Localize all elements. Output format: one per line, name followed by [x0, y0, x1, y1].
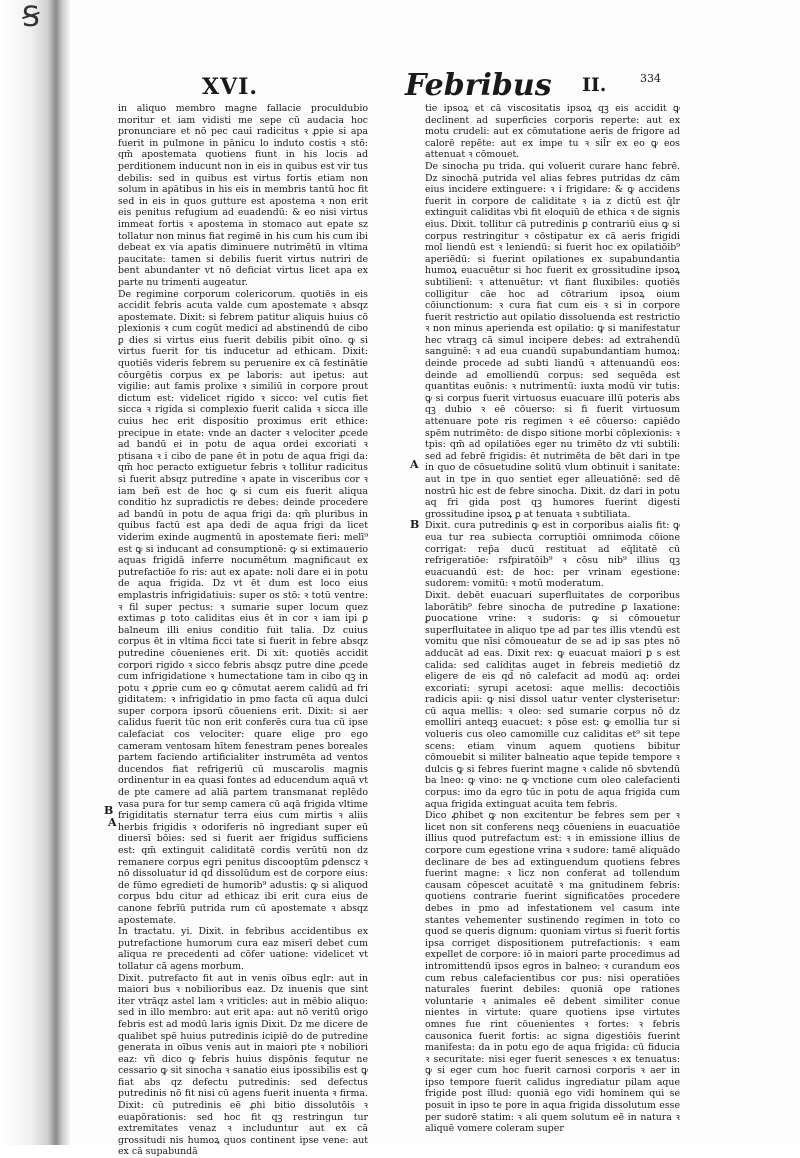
text-paragraph: De regimine corporum colericorum. quotiēs in eis accidit febris acuta valde cum apostemate ꝛ absqz apostemate. Dixit: si febrem patitur aliquis huius cō plexionis ꝛ cum cogūt medici ad abstinendū de cibo ꝑ dies si virtus eius fuerit debilis pibit oīno. ꝙ si virtus fuerit for tis inducetur ad ethicam. Dixit: quotiēs videris febrem su peruenire ex cā festinātie cōurgētis corpus ex pe laboris: aut ipetus: aut vigilie: aut famis prolixe ꝛ similiū in corpore prout dictum est: videlicet rigido ꝛ sicco: vel cutis fiet sicca ꝛ rigida si complexio fuerit calida ꝛ sicca ille cuius hec erit dispositio proximus erit ethice: precipue in etate: vnde an dacter ꝛ velociter ꝓcede ad bandū ei in potu de aqua ordei excoriati ꝛ ptisana ꝛ i cibo de pane ēt in potu de aqua frigi da: qm̄ hoc peracto extiguetur febris ꝛ tollitur radicitus si fuerit absqz putredine ꝛ apate in visceribus cor ꝛ iam beñ est de hoc ꝙ si cum eis fuerit aliqua conditio hz supradictis re debes: deinde procedere ad bandū in potu de aqua frigi da: qm̄ pluribus in quibus factū est apa dedi de aqua frigi da licet viderim exinde augmentū in apostemate fieri: melī⁹ est ꝙ si inducant ad consumptionē: ꝙ si extimauerio aquas frigidā inferre nocumētum magnificaut ex putrefactiōe fo ris: aut ex apate: noli dare ei in potu de aqua frigida. Dz vt ēt dum est loco eius emplastris infrigidatiuis: super os stō: ꝛ totū ventre: ꝛ fil super pectus: ꝛ sumarie super locum quez extimas ꝑ toto caliditas eius ēt in cor ꝛ iam ipi ꝑ balneum illi enius conditio fuit talia. Dz cuius corpus ēt in vltima ficci tate si fuerit in febre absqz putredine cōuenienes erit. Di xit: quotiēs accidit corpori rigido ꝛ sicco febris absqz putre dine ꝓcede cum infrigidatione ꝛ humectatione tam in cibo qꝫ in potu ꝛ ꝓprie cum eo ꝙ cōmutat aerem calidū ad fri giditatem: ꝛ infrigidatio in pmo facta cū aqua dulci super corpora ipsorū cōueniens erit. Dixit: si aer calidus fuerit tūc non erit conferēs cura tua cū ipse calefaciat cos velociter: quare elige pro ego cameram ventosam hītem fenestram penes boreales partem faciendo artificialiter instrumēta ad ventos ducendos fiat refrigeriū cū muscarolis magnis ordinentur in ea quasi fontes ad educendum aquā vt de pte camere ad aliā partem transmanat replēdo vasa pura for tur semp camera cū aqā frigida vltime frigiditatis sternatur terra eius cum mirtis ꝛ aliis herbis frigidis ꝛ odoriferis nō ingrediant super eū diuersī bōies: sed si fuerit aer frigidus sufficiens est: qm̄ extinguit caliditatē cordis verūtū non dz remanere corpus egri penitus discooptūm ꝑdenscz ꝛ nō dissoluatur id qd̄ dissolūdum est de corpore eius: de fūmo egredieti de humorib⁹ adustis: ꝙ si aliquod corpus bdu citur ad ethicaz ibi erit cura eius de canone febrīū putrida rum cū apostemate ꝛ absqz apostemate.: [118, 288, 368, 926]
text-paragraph: Dixit. debēt euacuari superfluitates de corporibus laborātib⁹ febre sinocha de putredine ꝑ laxatione: ꝑuocatione vrine: ꝛ sudoris: ꝙ si cōmouetur superfluitatee in aliquo tpe ad par tes illis vtendū est vomitu que nīsi cōmoueatur de se ad ip sas ptes nō adducāt ad eas. Dixit rex: ꝙ euacuat maiori ꝑ s est calida: sed caliditas auget in febreis medietiō dz eligere de eis qd̄ nō calefacit ad modū aq: ordei excoriati: syrupi acetosi: aque mellis: decoctiōis radicis apii: ꝙ nisi dissol uatur venter clysterisetur: cū aqua mellis: ꝛ oleo: sed sumarie corpus nō dz emolliri anteqꝫ euacuet: ꝛ pōse est: ꝙ emollia tur si volueris cus oleo camomille cuz caliditas et⁹ sit tepe scens: etiam vinum aquem quotiens bibitur cōmouebit si militer balneatio aque tepide tempore ꝛ dulcis ꝙ si febres fuerint magne ꝛ calide nō sbvtendū ba lneo: ꝙ vino: ne ꝙ vnctione cum oleo calefacienti corpus: imo da egro tūc in potu de aqua frigida cum aqua frigida extinguat acuita tem febris.: [425, 589, 680, 810]
margin-letter-b: B: [410, 518, 420, 531]
text-paragraph: Dico ꝓhibet ꝙ non excitentur be febres sem per ꝛ licet non sit conferens neqꝫ cōueniens in euacuatiōe illius quod putrefactum est: ꝛ in emissione illius de corpore cum egestione vrina ꝛ sudore: tamē aliquādo declinare de bes ad extinguendum quotiens febres fuerint magne: ꝛ licz non conferat ad tollendum causam cōpescet acuitatē ꝛ ma gnitudinem febris: quotiens contrarie fuerint significatōes procedere debes in pmo ad infestationem vel casum inte stantes vehementer sustinendo regimen in toto co quod se queris dignum: quoniam virtus si fuerit fortis ipsa corriget dispositionem putrefactionis: ꝛ eam expellet de corpore: iō in maiori parte procedimus ad intromittendū ipsos egros in balneo: ꝛ curandum eos cum rebus calefacientibus cor pus: nisi operatiōes naturales fuerint debiles: quoniā ope rationes voluntarie ꝛ animales eē debent similiter conue nientes in virtute: quare quotiens ipse virtutes omnes fue rint cōuenientes ꝛ fortes: ꝛ febris causonica fuerit fortis: ac signa digestiōis fuerint manifesta: da in potu ego de aqua frigida: cū fiducia ꝛ securitate: nisi eger fuerit senesces ꝛ ex tenuatus: ꝙ si eger cum hoc fuerit carnosi corporis ꝛ aer in ipso tempore fuerit calidus ingrediatur pilam aque frigide post illud: quoniā ego vidi hominem qui se posuit in ipso te pore in aqua frigida dissolutum esse per sudorē statim: ꝛ ali quem solutum eē in natura ꝛ aliquē vomere coleram super: [425, 810, 680, 1135]
margin-letter-a: A: [410, 458, 419, 471]
book-number: II.: [582, 74, 607, 96]
text-paragraph: Dixit. cura putredinis ꝙ est in corporibus aialis fit: ꝙ eua tur rea subiecta corruptiōi omnimoda cōione corrigat: rep̄a ducū restituat ad eq̄litatē cū refrigeratiōe: rsfpiratōib⁹ ꝛ cōsu nib⁹ illius qꝫ euacuandū est: de hoc: per vrinam egestione: sudorem: vomitū: ꝛ motū moderatum.: [425, 520, 680, 590]
binding-gutter: [0, 0, 70, 1145]
page-number: 334: [640, 72, 661, 85]
margin-letter-b: B: [104, 804, 114, 817]
text-paragraph: in aliquo membro magne fallacie proculdubio moritur et iam vidisti me sepe cū audacia hoc pronunciare et nō pec caui radicitus ꝛ ꝓpie si apa fuerit in pulmone in pānicu lo induto costis ꝛ stō: qm̄ apostemata quotiens fiunt in his locis ad perditionem inducunt non in eis in quibus est vir tus debilis: sed in quibus est virtus fortis etiam non solum in apātibus in his eis in membris tantū hoc fit sed in eis in quos gutture est apostema ꝛ non erit eis penitus refugium ad euadendū: & eo nisi virtus immeat fortis ꝛ apostema in stomaco aut epate sz tollatur non minus fiat regimē in his cum his cum ibi debeat ex via apatis diminuere nutrimētū in vltima paucitate: tamen si debilis fuerit virtus nutriri de bent abundanter vt nō deficiat virtus licet apa ex parte nu trimenti augeatur.: [118, 103, 368, 288]
text-paragraph: Dixit. putrefacto fit aut in venis oībus eqlr: aut in maiori bus ꝛ nobilioribus eaz. Dz inuenis que sint iter vtrāqz astel lam ꝛ vriticles: aut in mēbio aliquo: sed in illo membro: aut erit apa: aut nō veritū origo febris est ad modū laris ignis Dixit. Dz me dicere de qualibet spē huius putredinis icipiē do de putredine generata in oībus venis aut in maiori pte ꝛ nobiliori eaz: vñ dico ꝙ febris huius dispōnis fequtur ne cessario ꝙ sit sinocha ꝛ sanatio eius ipossibilis est ꝙ fiat abs qz defectu putredinis: sed defectus putredinis nō fit nisi cū agens fuerit inuenta ꝛ firma. Dixit: cū putredinis eē ꝓhi bitio dissolutōis ꝛ euapōrationis: sed hoc fit qꝫ restringun tur extremitates venaz ꝛ includuntur aut ex cā grossitudi nis humoꝝ quos continent ipse vene: aut ex cā supabundā: [118, 972, 368, 1158]
text-paragraph: tie ipsoꝝ et cā viscositatis ipsoꝝ qꝫ eis accidit ꝙ declinent ad superficies corporis reperte: aut ex motu crudeli: aut ex cōmutatione aeris de frigore ad calorē repēte: aut ex impe tu ꝛ sil̄r ex eo ꝙ eos attenuat ꝛ cōmouet.: [425, 103, 680, 161]
text-paragraph: De sinocha pu trida. qui voluerit curare hanc febrē. Dz sinochā putrida vel alias febres putridas dz cām eius incidere extinguere: ꝛ i frigidare: & ꝙ accidens fuerit in corpore de caliditate ꝛ ia z dictū est q̄lr extinguit caliditas vbi fit eloquiū de ethica ꝛ de signis eius. Dixit. tollitur cā putredinis ꝑ contrariū eius ꝙ si corpus restringitur ꝛ cōstipatur ex cā aeris frigidi mol liendū est ꝛ leniendū: si fuerit hoc ex opilatiōib⁹ aperiēdū: si fuerint opilationes ex supabundantia humoꝝ euacuētur si hoc fuerit ex grossitudine ipsoꝝ subtilienī: ꝛ attenuētur: vt fiant fluxibiles: quotiēs colligitur cāe hoc ad cōtrarium ipsoꝝ oium cōiunctionum: ꝛ cura fiat cum eis ꝛ si in corpore fuerit restrictio aut opilatio dissoluenda est restrictio ꝛ non minus aperienda est opilatio: ꝙ si manifestatur hec vtraqꝫ cā simul incipere debes: ad extrahendū sanguinē: ꝛ ad eua cuandū supabundantiam humoꝝ: deinde procede ad subti liandū ꝛ attenuandū eos: deinde ad emolliendū corpus: sed sequēda est quantitas euōnis: ꝛ nutrimentū: iuxta modū vir tutis: ꝙ si corpus fuerit virtuosus euacuare illū poteris abs qꝫ dubio ꝛ eē cōuerso: si fi fuerit virtuosum attenuare pote ris regimen ꝛ eē cōuerso: capiēdo spēm nutrimēto: de dispo sitione morbi cōplexionis: ꝛ tpis: qm̄ ad opilatiōes eger nu trimēto dz vti subtili: sed ad febrē frigidis: ēt nutrimēta de bēt dari in tpe in quo de cōsuetudine solitū vlum obtinuit i sanitate: aut in tpe in quo sentiet eger alleuatiōnē: sed dē nostrū hic est de febre sinocha. Dixit. dz dari in potu aq fri gida post qꝫ humores fuerint digesti grossitudine ipsoꝝ ꝑ at tenuata ꝛ subtiliata.: [425, 160, 680, 520]
running-title: Febribus: [405, 68, 552, 103]
margin-letter-a: A: [108, 816, 117, 829]
folio-number-left: XVI.: [202, 74, 259, 100]
left-text-column: [118, 103, 368, 1158]
corner-mark: Ꞩ: [22, 0, 40, 33]
right-text-column: [425, 103, 680, 1135]
text-paragraph: In tractatu. yi. Dixit. in febribus accidentibus ex putrefactione humorum cura eaz miserī debet cum aliqua re precedenti ad cōfer uatione: videlicet vt tollatur cā agens morbum.: [118, 926, 368, 972]
